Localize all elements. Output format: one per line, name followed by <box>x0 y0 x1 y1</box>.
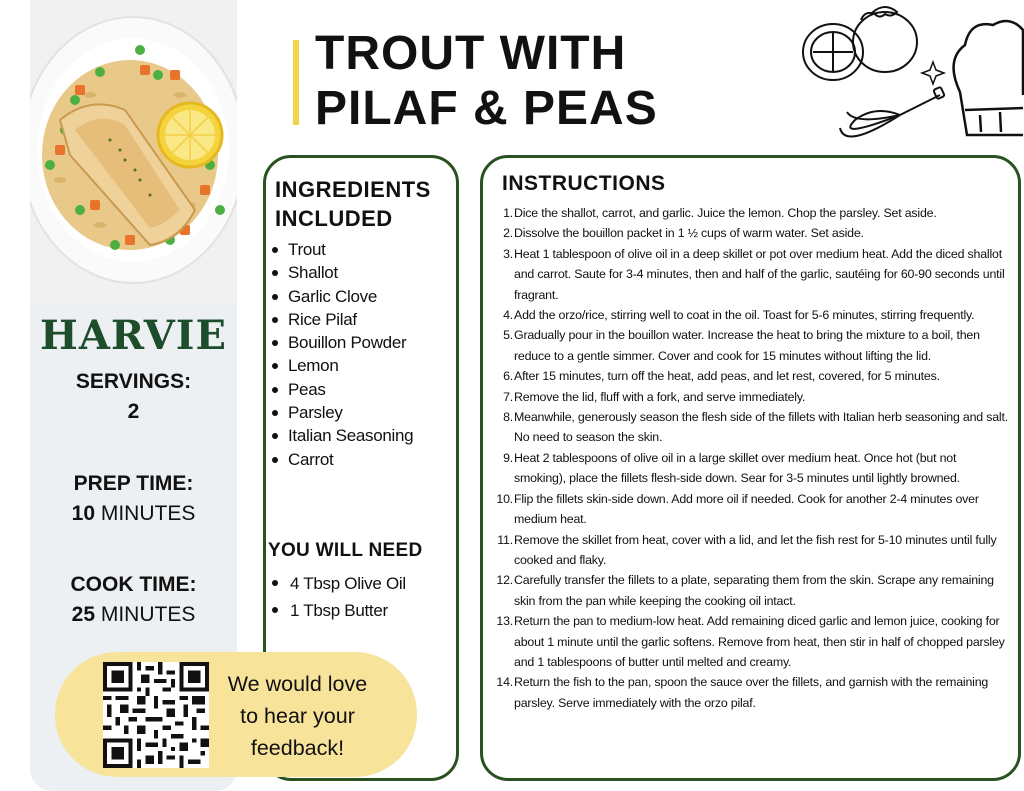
instruction-step <box>496 325 1011 366</box>
step-number: 4. <box>503 308 513 323</box>
step-text: Return the fish to the pan, spoon the sauce over the fillets, and garnish with the remaining parsley. Serve immediately with the orzo pilaf. <box>514 675 989 710</box>
ingredient-item: Garlic Clove <box>270 285 413 308</box>
kitchen-illustration <box>795 0 1024 150</box>
cook-time-number: 25 <box>71 603 95 626</box>
step-text: Heat 1 tablespoon of olive oil in a deep skillet or pot over medium heat. Add the diced shallot and carrot. Saute for 3-4 minutes, then and half of the garlic, sautéing for 60-90 seconds until fragrant. <box>514 246 1005 302</box>
instruction-step <box>496 611 1011 672</box>
step-text: Dice the shallot, carrot, and garlic. Juice the lemon. Chop the parsley. Set aside. <box>514 206 937 220</box>
tomato-icon <box>803 7 917 80</box>
need-item: 4 Tbsp Olive Oil <box>270 570 406 597</box>
ingredient-item: Parsley <box>270 401 413 424</box>
step-number: 3. <box>503 246 513 261</box>
instructions-list <box>496 203 1011 713</box>
step-text: Gradually pour in the bouillon water. Increase the heat to bring the mixture to a boil, then reduce to a gentle simmer. Cover and cook for 15 minutes without lifting the lid. <box>514 328 980 363</box>
instruction-step <box>496 448 1011 489</box>
feedback-text <box>215 668 380 764</box>
instruction-step <box>496 530 1011 571</box>
instruction-step <box>496 223 1011 243</box>
cook-time-value <box>30 603 237 627</box>
step-number: 5. <box>503 328 513 343</box>
ingredient-item: Shallot <box>270 261 413 284</box>
step-number: 14. <box>496 675 513 690</box>
ingredient-item: Italian Seasoning <box>270 424 413 447</box>
step-text: Carefully transfer the fillets to a plate, separating them from the skin. Scrape any remaining skin from the pan while keeping the cooking oil intact. <box>514 573 994 608</box>
title-accent-bar <box>293 40 299 125</box>
dish-photo <box>30 0 237 305</box>
step-text: After 15 minutes, turn off the heat, add peas, and let rest, covered, for 5 minutes. <box>514 369 940 384</box>
step-number: 13. <box>496 614 513 629</box>
instruction-step <box>496 672 1011 713</box>
ingredient-item: Trout <box>270 238 413 261</box>
step-number: 6. <box>503 369 513 384</box>
instruction-step <box>496 407 1011 448</box>
ingredients-heading-line-1: INGREDIENTS <box>275 177 431 202</box>
instruction-step <box>496 366 1011 386</box>
prep-time-label: PREP TIME: <box>73 472 194 495</box>
ingredient-item: Peas <box>270 378 413 401</box>
ingredient-item: Carrot <box>270 448 413 471</box>
prep-time <box>30 472 237 526</box>
servings-label: SERVINGS: <box>75 370 192 393</box>
step-text: Remove the lid, fluff with a fork, and serve immediately. <box>514 389 806 404</box>
feedback-line-2: to hear your <box>240 704 355 728</box>
prep-time-number: 10 <box>71 502 95 525</box>
page-title <box>315 26 658 136</box>
step-text: Add the orzo/rice, stirring well to coat in the oil. Toast for 5-6 minutes, stirring frequently. <box>514 308 975 323</box>
ingredient-item: Lemon <box>270 354 413 377</box>
cook-time-unit: MINUTES <box>100 603 196 626</box>
instruction-step <box>496 305 1011 325</box>
ingredients-list <box>270 238 413 471</box>
instruction-step <box>496 387 1011 407</box>
step-text: Remove the skillet from heat, cover with a lid, and let the fish rest for 5-10 minutes until fully cooked and flaky. <box>514 532 997 567</box>
title-line-2: PILAF & PEAS <box>315 82 658 135</box>
title-line-1: TROUT WITH <box>315 27 627 80</box>
instruction-step <box>496 489 1011 530</box>
whisk-icon <box>840 87 945 137</box>
ingredient-item: Rice Pilaf <box>270 308 413 331</box>
sparkle-icon <box>922 62 944 84</box>
ingredients-heading-line-2: INCLUDED <box>275 206 393 231</box>
step-number: 2. <box>503 226 513 241</box>
step-text: Return the pan to medium-low heat. Add remaining diced garlic and lemon juice, cooking for about 1 minute until the garlic softens. Remove from heat, then stir in half of chopped parsley and 1 tablespoons of butter until melted and creamy. <box>514 614 1005 669</box>
qr-code-icon[interactable] <box>103 662 209 768</box>
ingredient-item: Bouillon Powder <box>270 331 413 354</box>
cook-time <box>30 573 237 627</box>
step-number: 1. <box>503 206 513 220</box>
instruction-step <box>496 570 1011 611</box>
brand-logo: HARVIE <box>40 312 227 359</box>
you-will-need-heading: YOU WILL NEED <box>268 540 423 561</box>
cook-time-label: COOK TIME: <box>70 573 197 596</box>
step-text: Heat 2 tablespoons of olive oil in a large skillet over medium heat. Once hot (but not smoking), place the fillets flesh-side down. Sear for 3-5 minutes until lightly browned. <box>514 450 960 486</box>
chef-hat-icon <box>954 21 1023 135</box>
servings-value: 2 <box>127 400 140 423</box>
step-number: 9. <box>503 450 513 465</box>
instructions-heading: INSTRUCTIONS <box>502 172 666 195</box>
instruction-step <box>496 203 1011 223</box>
step-number: 10. <box>496 491 513 506</box>
step-number: 11. <box>497 532 513 547</box>
step-text: Meanwhile, generously season the flesh side of the fillets with Italian herb seasoning and salt. No need to season the skin. <box>514 410 1008 445</box>
prep-time-unit: MINUTES <box>100 502 196 525</box>
you-will-need-list <box>270 570 406 624</box>
step-text: Flip the fillets skin-side down. Add more oil if needed. Cook for another 2-4 minutes over medium heat. <box>514 491 979 527</box>
servings <box>30 370 237 424</box>
step-number: 8. <box>503 410 513 425</box>
feedback-line-1: We would love <box>227 672 368 696</box>
step-number: 12. <box>496 573 513 588</box>
step-number: 7. <box>503 389 513 404</box>
feedback-line-3: feedback! <box>250 736 345 760</box>
need-item: 1 Tbsp Butter <box>270 597 406 624</box>
step-text: Dissolve the bouillon packet in 1 ½ cups of warm water. Set aside. <box>514 226 864 241</box>
instruction-step <box>496 244 1011 305</box>
prep-time-value <box>30 502 237 526</box>
ingredients-heading <box>275 175 431 233</box>
